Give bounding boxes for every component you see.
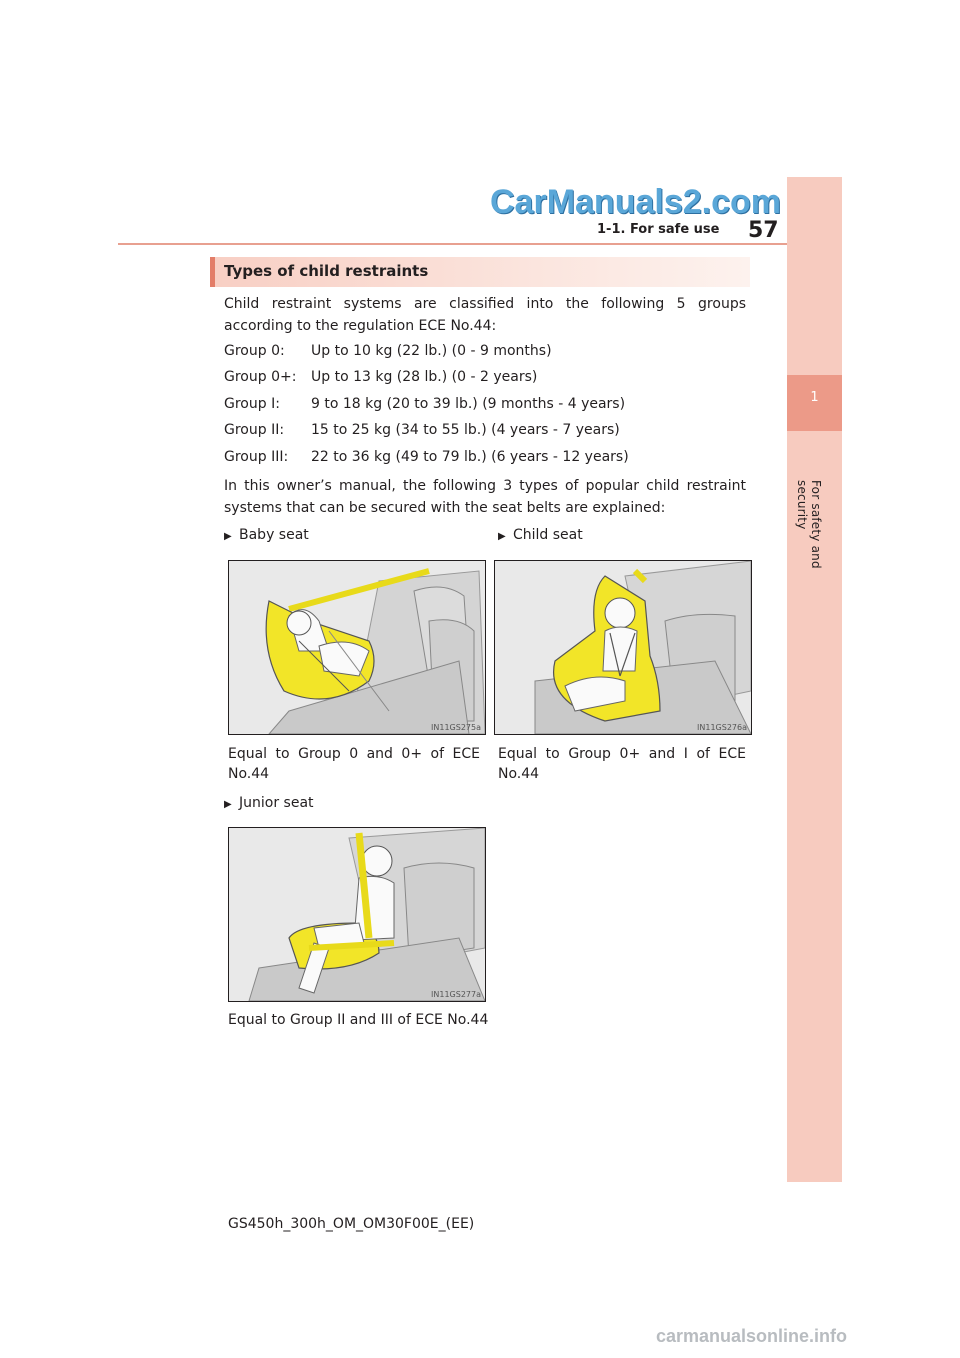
figure-code: IN11GS277a bbox=[431, 990, 481, 999]
junior-seat-illustration bbox=[228, 827, 486, 1002]
baby-seat-caption: Equal to Group 0 and 0+ of ECE No.44 bbox=[228, 746, 480, 782]
section-heading: Types of child restraints bbox=[224, 262, 429, 280]
page-number: 57 bbox=[748, 218, 779, 243]
baby-seat-drawing bbox=[229, 561, 485, 734]
group-value: Up to 10 kg (22 lb.) (0 - 9 months) bbox=[311, 343, 552, 359]
child-seat-drawing bbox=[495, 561, 751, 734]
section-header: 1-1. For safe use bbox=[597, 222, 720, 237]
intro-paragraph: Child restraint systems are classified into the following 5 groups according to the regulation ECE No.44: bbox=[224, 296, 746, 334]
figure-code: IN11GS275a bbox=[431, 723, 481, 732]
chapter-title: For safety and security bbox=[795, 480, 823, 569]
manual-code-footer: GS450h_300h_OM_OM30F00E_(EE) bbox=[228, 1216, 475, 1232]
baby-seat-illustration bbox=[228, 560, 486, 735]
chapter-number: 1 bbox=[810, 390, 819, 405]
junior-seat-heading: ▶ Junior seat bbox=[224, 795, 314, 811]
group-value: 9 to 18 kg (20 to 39 lb.) (9 months - 4 years) bbox=[311, 396, 626, 412]
group-value: 15 to 25 kg (34 to 55 lb.) (4 years - 7 years) bbox=[311, 422, 620, 438]
header-rule bbox=[118, 243, 787, 245]
triangle-bullet-icon: ▶ bbox=[224, 799, 232, 810]
baby-seat-heading: ▶ Baby seat bbox=[224, 527, 309, 543]
explain-paragraph: In this owner’s manual, the following 3 types of popular child restraint systems that can be secured with the seat belts are explained: bbox=[224, 478, 746, 516]
child-seat-illustration bbox=[494, 560, 752, 735]
group-label: Group II: bbox=[224, 422, 285, 438]
junior-seat-caption: Equal to Group II and III of ECE No.44 bbox=[228, 1012, 489, 1028]
triangle-bullet-icon: ▶ bbox=[224, 531, 232, 542]
group-value: Up to 13 kg (28 lb.) (0 - 2 years) bbox=[311, 369, 538, 385]
group-label: Group 0+: bbox=[224, 369, 297, 385]
group-label: Group I: bbox=[224, 396, 280, 412]
triangle-bullet-icon: ▶ bbox=[498, 531, 506, 542]
child-seat-heading: ▶ Child seat bbox=[498, 527, 583, 543]
group-label: Group 0: bbox=[224, 343, 285, 359]
child-seat-caption: Equal to Group 0+ and I of ECE No.44 bbox=[498, 746, 746, 782]
group-value: 22 to 36 kg (49 to 79 lb.) (6 years - 12 years) bbox=[311, 449, 629, 465]
figure-code: IN11GS276a bbox=[697, 723, 747, 732]
group-label: Group III: bbox=[224, 449, 289, 465]
watermark-logo-top: CarManuals2.com bbox=[490, 183, 781, 221]
watermark-logo-bottom: carmanualsonline.info bbox=[656, 1326, 848, 1346]
junior-seat-drawing bbox=[229, 828, 485, 1001]
chapter-sidebar bbox=[787, 177, 842, 1182]
